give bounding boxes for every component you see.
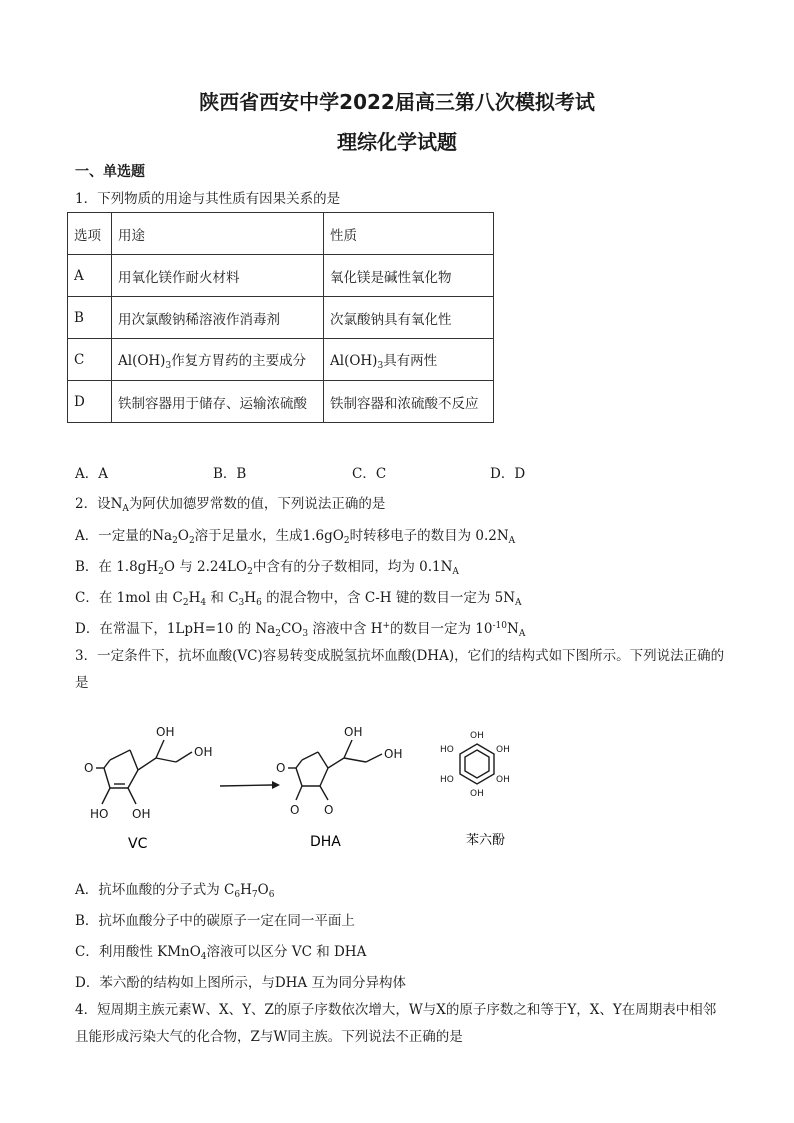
answer-option-d: D．D xyxy=(490,466,526,482)
question-2-option-b: B．在 $1.8gH_2O$ 与 $2.24LO_2$中含有的分子数相同，均为 $0.1N_A$ xyxy=(75,559,459,577)
table-cell-property: 铁制容器和浓硫酸不反应 xyxy=(324,381,494,423)
table-cell-option: A xyxy=(68,255,112,297)
question-3-option-d: D．苯六酚的结构如上图所示，与DHA 互为同分异构体 xyxy=(75,975,406,991)
atom-label: O xyxy=(276,761,286,775)
question-2-option-d: D．在常温下，1LpH=10 的 $Na_2CO_3$ 溶液中含 H+的数目一定为 $10^{-10}N_A$ xyxy=(75,621,526,639)
table-cell-property: $Al(OH)_3$具有两性 xyxy=(324,339,494,381)
atom-label: HO xyxy=(440,745,454,755)
table-row xyxy=(68,297,494,339)
atom-label: OH xyxy=(496,775,510,785)
atom-label: OH xyxy=(344,725,363,739)
atom-label: OH xyxy=(156,725,175,739)
atom-label: OH xyxy=(132,807,151,821)
figure-label-dha: DHA xyxy=(310,834,341,850)
atom-label: OH xyxy=(384,747,403,761)
table-cell-property: 次氯酸钠具有氧化性 xyxy=(324,297,494,339)
page-title: 陕西省西安中学2022届高三第八次模拟考试 xyxy=(199,90,595,114)
atom-label: OH xyxy=(470,731,484,741)
table-cell-use: 用次氯酸钠稀溶液作消毒剂 xyxy=(112,297,324,339)
atom-label: O xyxy=(84,761,94,775)
structure-figure xyxy=(72,722,542,862)
question-2-stem: 2．设$N_A$为阿伏加德罗常数的值，下列说法正确的是 xyxy=(75,496,386,514)
table-cell-option: D xyxy=(68,381,112,423)
table-cell-option: C xyxy=(68,339,112,381)
question-1-stem: 1．下列物质的用途与其性质有因果关系的是 xyxy=(75,191,341,207)
table-header-cell: 选项 xyxy=(68,213,112,255)
question-2-option-c: C．在 1mol 由 $C_2H_4$ 和 $C_3H_6$ 的混合物中，含 C-H 键的数目一定为 $5N_A$ xyxy=(75,590,522,608)
question-3-stem: 3．一定条件下，抗坏血酸(VC)容易转变成脱氢抗坏血酸(DHA)，它们的结构式如下图所示。下列说法正确的是 xyxy=(75,648,725,691)
atom-label: HO xyxy=(90,807,109,821)
table-cell-property: 氧化镁是碱性氧化物 xyxy=(324,255,494,297)
table-header-cell: 性质 xyxy=(324,213,494,255)
table-header-row xyxy=(68,213,494,255)
table-cell-use: 铁制容器用于储存、运输浓硫酸 xyxy=(112,381,324,423)
question-1-table xyxy=(67,212,494,423)
figure-label-vc: VC xyxy=(128,836,148,852)
table-row xyxy=(68,255,494,297)
section-heading: 一、单选题 xyxy=(75,164,145,180)
question-3-option-a: A．抗坏血酸的分子式为 $C_6H_7O_6$ xyxy=(75,882,275,900)
question-2-option-a: A．一定量的$Na_2O_2$溶于足量水，生成$1.6gO_2$时转移电子的数目为 $0.2N_A$ xyxy=(75,528,516,546)
table-header-cell: 用途 xyxy=(112,213,324,255)
question-4-stem: 4．短周期主族元素W、X、Y、Z的原子序数依次增大，W与X的原子序数之和等于Y，X、Y在周期表中相邻且能形成污染大气的化合物，Z与W同主族。下列说法不正确的是 xyxy=(75,1002,717,1045)
table-cell-use: $Al(OH)_3$作复方胃药的主要成分 xyxy=(112,339,324,381)
atom-label: OH xyxy=(194,745,213,759)
question-3-option-c: C．利用酸性 KMnO$_4$溶液可以区分 VC 和 DHA xyxy=(75,944,367,962)
figure-label-benzenehexol: 苯六酚 xyxy=(466,833,506,848)
atom-label: O xyxy=(290,803,300,817)
answer-option-c: C．C xyxy=(352,466,387,482)
page-subtitle: 理综化学试题 xyxy=(337,130,457,154)
question-3-option-b: B．抗坏血酸分子中的碳原子一定在同一平面上 xyxy=(75,913,355,929)
answer-option-b: B．B xyxy=(213,466,247,482)
table-cell-option: B xyxy=(68,297,112,339)
atom-label: HO xyxy=(440,775,454,785)
atom-label: OH xyxy=(470,789,484,799)
table-row xyxy=(68,381,494,423)
atom-label: O xyxy=(324,803,334,817)
atom-label: OH xyxy=(496,745,510,755)
table-row xyxy=(68,339,494,381)
table-cell-use: 用氧化镁作耐火材料 xyxy=(112,255,324,297)
answer-option-a: A．A xyxy=(75,466,108,482)
